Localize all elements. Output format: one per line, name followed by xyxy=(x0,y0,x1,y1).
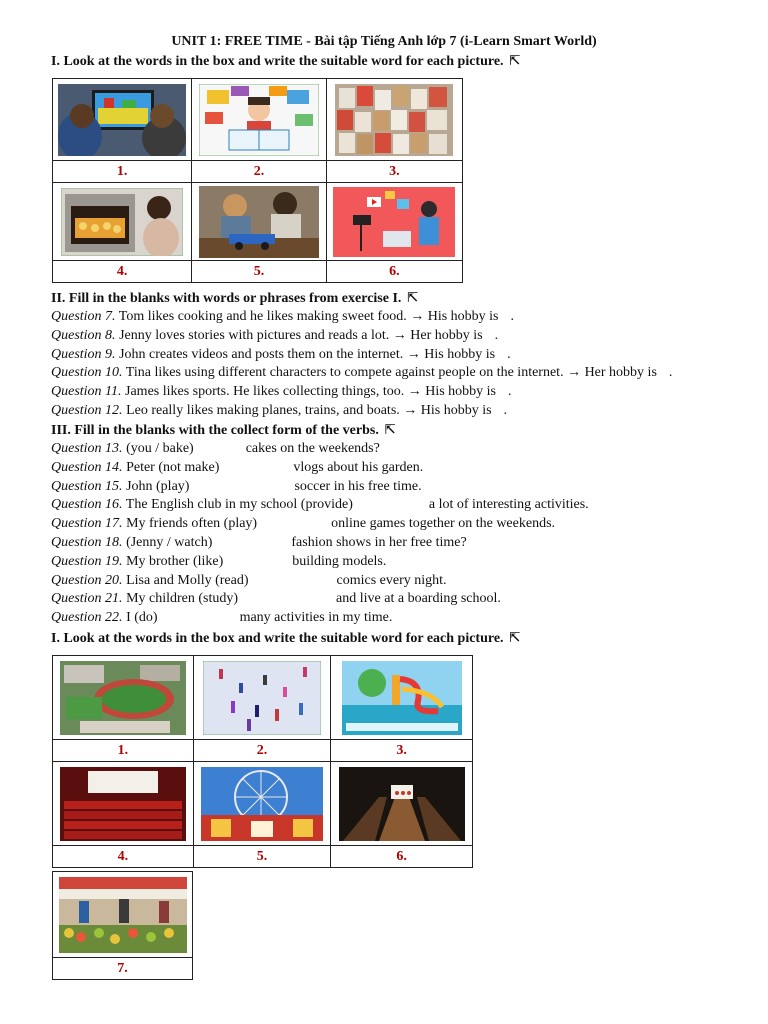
arrow-up-left-icon: ⇱ xyxy=(509,631,521,646)
picture-grid-1 xyxy=(52,78,463,283)
question-label: Question 7. xyxy=(51,309,116,324)
question-line xyxy=(51,440,748,459)
question-rest: comics every night. xyxy=(336,572,447,588)
picture-number: 7. xyxy=(53,958,193,980)
section-1-heading xyxy=(51,53,521,70)
picture-making-vlogs xyxy=(333,187,455,257)
question-line xyxy=(51,383,748,402)
section-2-questions xyxy=(51,308,748,421)
picture-movie-theater xyxy=(60,767,186,841)
picture-grid-3 xyxy=(52,871,193,980)
question-verb: My children (study) xyxy=(122,591,239,607)
picture-cell xyxy=(326,183,462,261)
question-rest: online games together on the weekends. xyxy=(331,516,556,532)
question-verb: (you / bake) xyxy=(122,441,194,456)
question-line xyxy=(51,572,748,591)
picture-number: 4. xyxy=(53,846,194,868)
picture-cell xyxy=(331,656,473,740)
picture-cell xyxy=(53,183,192,261)
question-verb: The English club in my school (provide) xyxy=(122,497,353,513)
picture-ice-rink xyxy=(203,661,321,735)
question-text: Tom likes cooking and he likes making sweet food. → His hobby is xyxy=(115,309,499,324)
question-end: . xyxy=(668,365,673,381)
question-label: Question 13. xyxy=(51,441,123,456)
question-rest: cakes on the weekends? xyxy=(245,441,380,456)
question-text: Tina likes using different characters to compete against people on the internet. → Her hobby is xyxy=(122,365,657,381)
question-text: Jenny loves stories with pictures and reads a lot. → Her hobby is xyxy=(115,327,483,343)
question-text: John creates videos and posts them on the internet. → His hobby is xyxy=(115,346,496,362)
question-label: Question 21. xyxy=(51,591,123,607)
question-line xyxy=(51,478,748,497)
question-label: Question 14. xyxy=(51,459,123,475)
question-label: Question 19. xyxy=(51,553,123,569)
picture-grid-2 xyxy=(52,655,473,868)
question-label: Question 11. xyxy=(51,384,122,400)
picture-number: 2. xyxy=(193,740,331,762)
question-verb: Peter (not make) xyxy=(122,459,220,475)
picture-number: 3. xyxy=(331,740,473,762)
question-line xyxy=(51,515,748,534)
picture-number: 1. xyxy=(53,161,192,183)
question-rest: soccer in his free time. xyxy=(294,478,422,494)
picture-number: 5. xyxy=(193,846,331,868)
picture-number: 6. xyxy=(326,261,462,283)
picture-cell xyxy=(326,79,462,161)
arrow-up-left-icon: ⇱ xyxy=(509,54,521,69)
section-3-heading xyxy=(51,422,396,439)
question-label: Question 16. xyxy=(51,497,123,513)
question-label: Question 18. xyxy=(51,534,123,550)
question-line xyxy=(51,327,748,346)
picture-cell xyxy=(192,183,326,261)
question-line xyxy=(51,346,748,365)
picture-water-park xyxy=(342,661,462,735)
question-rest: a lot of interesting activities. xyxy=(428,497,589,513)
picture-building-models xyxy=(199,186,319,258)
section-2-heading xyxy=(51,290,419,307)
section-2-heading-text: II. Fill in the blanks with words or phrases from exercise I. xyxy=(51,291,402,306)
question-line xyxy=(51,609,748,628)
question-label: Question 12. xyxy=(51,402,123,418)
question-rest: many activities in my time. xyxy=(239,610,393,626)
question-line xyxy=(51,534,748,553)
question-verb: John (play) xyxy=(122,478,190,494)
question-label: Question 8. xyxy=(51,327,116,343)
question-label: Question 9. xyxy=(51,346,116,362)
question-verb: My friends often (play) xyxy=(122,516,258,532)
question-text: James likes sports. He likes collecting things, too. → His hobby is xyxy=(121,384,496,400)
picture-cell xyxy=(53,79,192,161)
picture-baking xyxy=(61,188,183,256)
picture-number: 1. xyxy=(53,740,194,762)
question-label: Question 10. xyxy=(51,365,123,381)
question-label: Question 15. xyxy=(51,478,123,494)
picture-number: 4. xyxy=(53,261,192,283)
picture-cell xyxy=(331,762,473,846)
question-end: . xyxy=(508,384,512,400)
question-verb: My brother (like) xyxy=(122,553,224,569)
question-rest: fashion shows in her free time? xyxy=(291,534,467,550)
question-line xyxy=(51,459,748,478)
question-verb: Lisa and Molly (read) xyxy=(122,572,249,588)
question-rest: and live at a boarding school. xyxy=(336,591,501,607)
question-line xyxy=(51,402,748,421)
picture-bowling-alley xyxy=(339,767,465,841)
picture-number: 2. xyxy=(192,161,326,183)
picture-sports-center xyxy=(60,661,186,735)
question-line xyxy=(51,496,748,515)
question-verb: (Jenny / watch) xyxy=(122,534,213,550)
section-4-heading-text: I. Look at the words in the box and write the suitable word for each picture. xyxy=(51,631,504,646)
question-end: . xyxy=(494,327,499,343)
question-line xyxy=(51,364,748,383)
picture-collecting-stickers xyxy=(335,84,453,156)
picture-fair xyxy=(201,767,323,841)
question-rest: vlogs about his garden. xyxy=(293,459,424,475)
picture-number: 5. xyxy=(192,261,326,283)
question-text: Leo really likes making planes, trains, and boats. → His hobby is xyxy=(122,402,492,418)
picture-number: 6. xyxy=(331,846,473,868)
section-3-questions xyxy=(51,440,748,628)
page-title: UNIT 1: FREE TIME - Bài tập Tiếng Anh lớp 7 (i-Learn Smart World) xyxy=(171,34,597,49)
arrow-up-left-icon: ⇱ xyxy=(384,423,397,438)
question-line xyxy=(51,590,748,609)
section-1-heading-text: I. Look at the words in the box and write the suitable word for each picture. xyxy=(51,54,504,69)
picture-cell xyxy=(193,762,331,846)
picture-cell xyxy=(53,656,194,740)
picture-cell xyxy=(53,762,194,846)
question-end: . xyxy=(507,346,511,362)
question-label: Question 17. xyxy=(51,516,123,532)
question-rest: building models. xyxy=(292,553,387,569)
question-label: Question 20. xyxy=(51,572,123,588)
section-3-heading-text: III. Fill in the blanks with the collect form of the verbs. xyxy=(51,423,379,438)
question-end: . xyxy=(503,402,508,418)
question-label: Question 22. xyxy=(51,610,123,626)
question-line xyxy=(51,308,748,327)
picture-cell xyxy=(53,872,193,958)
section-4-heading xyxy=(51,630,521,647)
picture-reading-comics xyxy=(199,84,319,156)
picture-cell xyxy=(192,79,326,161)
arrow-up-left-icon: ⇱ xyxy=(406,291,419,306)
picture-number: 3. xyxy=(326,161,462,183)
question-line xyxy=(51,553,748,572)
picture-market xyxy=(59,877,187,953)
question-verb: I (do) xyxy=(122,610,158,626)
question-end: . xyxy=(510,309,515,324)
picture-playing-video-games xyxy=(58,84,186,156)
picture-cell xyxy=(193,656,331,740)
